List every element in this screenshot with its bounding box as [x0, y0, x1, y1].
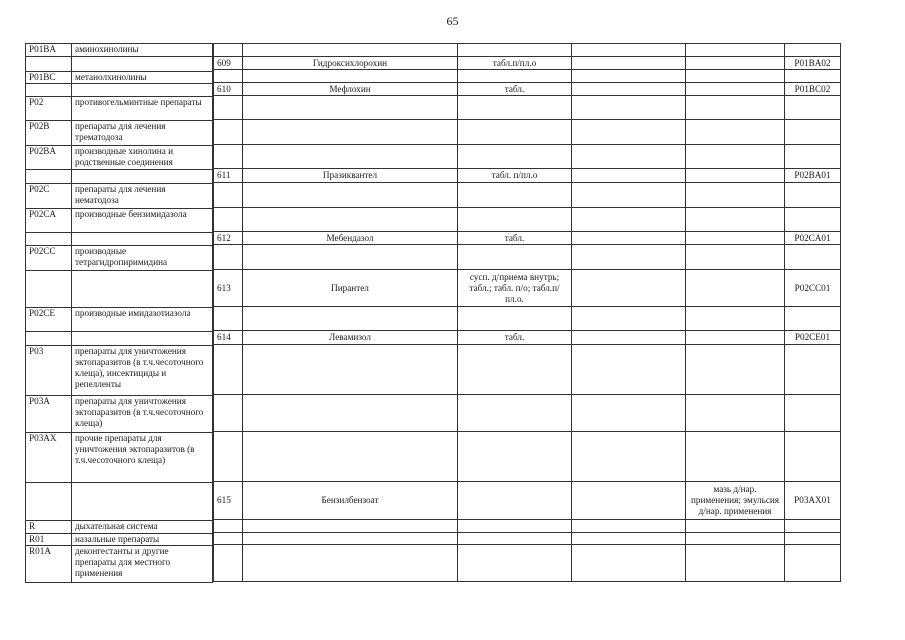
drug-name: Левамизол	[243, 331, 458, 345]
atc-group-code: P02BA	[26, 146, 72, 170]
drug-row	[214, 169, 841, 183]
atc-group-name: назальные препараты	[72, 534, 213, 546]
dosage-form-alt	[686, 169, 785, 183]
dosage-form-alt	[686, 120, 785, 145]
dosage-form-alt	[686, 145, 785, 169]
atc-code: P02CC01	[785, 270, 841, 307]
classification-row	[26, 121, 213, 146]
empty-cell	[572, 545, 686, 582]
atc-code	[785, 307, 841, 331]
empty-cell	[572, 533, 686, 545]
dosage-form	[458, 520, 572, 533]
dosage-form-alt	[686, 96, 785, 120]
atc-group-code: P02CC	[26, 246, 72, 271]
dosage-form-alt: мазь д/нар. применения; эмульсия д/нар. применения	[686, 482, 785, 520]
drug-number: 610	[214, 83, 243, 96]
atc-code	[785, 345, 841, 395]
empty-cell	[572, 44, 686, 57]
dosage-form	[458, 533, 572, 545]
drug-number: 612	[214, 232, 243, 245]
atc-group-name	[72, 233, 213, 246]
dosage-form-alt	[686, 183, 785, 208]
drug-name	[243, 520, 458, 533]
drug-row	[214, 145, 841, 169]
classification-row	[26, 44, 213, 57]
empty-cell	[572, 232, 686, 245]
dosage-form: сусп. д/приема внутрь; табл.; табл. п/о; табл.п/пл.о.	[458, 270, 572, 307]
drug-name	[243, 70, 458, 83]
atc-group-code: R	[26, 521, 72, 534]
classification-row	[26, 332, 213, 346]
dosage-form-alt	[686, 232, 785, 245]
empty-cell	[572, 169, 686, 183]
drug-number	[214, 120, 243, 145]
drug-row	[214, 533, 841, 545]
atc-group-code	[26, 483, 72, 521]
drug-name: Мебендазол	[243, 232, 458, 245]
classification-row	[26, 97, 213, 121]
classification-row	[26, 546, 213, 583]
dosage-form-alt	[686, 44, 785, 57]
classification-row	[26, 483, 213, 521]
dosage-form-alt	[686, 432, 785, 482]
drug-row	[214, 270, 841, 307]
drug-row	[214, 70, 841, 83]
drug-number	[214, 44, 243, 57]
atc-group-name: аминохинолины	[72, 44, 213, 57]
atc-group-code: P03	[26, 346, 72, 396]
atc-code: P03AX01	[785, 482, 841, 520]
drug-name: Мефлохин	[243, 83, 458, 96]
atc-code: P02BA01	[785, 169, 841, 183]
dosage-form	[458, 395, 572, 432]
atc-group-name: производные имидазотиазола	[72, 308, 213, 332]
classification-row	[26, 396, 213, 433]
drug-number: 611	[214, 169, 243, 183]
drug-number	[214, 545, 243, 582]
atc-group-name: дыхательная система	[72, 521, 213, 534]
drug-number: 615	[214, 482, 243, 520]
atc-code	[785, 245, 841, 270]
empty-cell	[572, 307, 686, 331]
atc-group-code	[26, 233, 72, 246]
drug-number	[214, 395, 243, 432]
atc-group-name: препараты для уничтожения эктопаразитов (в т.ч.чесоточного клеща)	[72, 396, 213, 433]
classification-row	[26, 246, 213, 271]
atc-group-name: производные тетрагидропиримидина	[72, 246, 213, 271]
atc-group-name	[72, 57, 213, 72]
dosage-form	[458, 245, 572, 270]
dosage-form-alt	[686, 345, 785, 395]
drug-name: Празиквантел	[243, 169, 458, 183]
dosage-form-alt	[686, 83, 785, 96]
atc-group-code: P02	[26, 97, 72, 121]
classification-row	[26, 84, 213, 97]
atc-group-name: производные хинолина и родственные соединения	[72, 146, 213, 170]
atc-group-name	[72, 483, 213, 521]
drug-name	[243, 307, 458, 331]
dosage-form-alt	[686, 70, 785, 83]
atc-group-code	[26, 57, 72, 72]
atc-group-code: R01	[26, 534, 72, 546]
atc-code	[785, 70, 841, 83]
classification-row	[26, 534, 213, 546]
atc-group-code: P02C	[26, 184, 72, 209]
drug-name	[243, 545, 458, 582]
dosage-form-alt	[686, 331, 785, 345]
empty-cell	[572, 57, 686, 70]
empty-cell	[572, 208, 686, 232]
drug-number	[214, 307, 243, 331]
empty-cell	[572, 482, 686, 520]
drug-row	[214, 520, 841, 533]
classification-row	[26, 146, 213, 170]
atc-code	[785, 183, 841, 208]
atc-group-name: деконгестанты и другие препараты для местного применения	[72, 546, 213, 583]
empty-cell	[572, 270, 686, 307]
dosage-form	[458, 432, 572, 482]
empty-cell	[572, 183, 686, 208]
atc-code: P02CE01	[785, 331, 841, 345]
dosage-form	[458, 145, 572, 169]
atc-code	[785, 208, 841, 232]
drug-number	[214, 432, 243, 482]
dosage-form-alt	[686, 57, 785, 70]
atc-group-name	[72, 332, 213, 346]
drug-row	[214, 245, 841, 270]
drug-number	[214, 96, 243, 120]
drug-row	[214, 208, 841, 232]
empty-cell	[572, 70, 686, 83]
dosage-form: табл.	[458, 232, 572, 245]
classification-row	[26, 308, 213, 332]
classification-row	[26, 57, 213, 72]
drug-number: 609	[214, 57, 243, 70]
dosage-form-alt	[686, 270, 785, 307]
drug-row	[214, 96, 841, 120]
dosage-form: табл.	[458, 331, 572, 345]
classification-row	[26, 433, 213, 483]
drug-number: 614	[214, 331, 243, 345]
drug-row	[214, 345, 841, 395]
atc-code: P02CA01	[785, 232, 841, 245]
drug-name: Бензилбензоат	[243, 482, 458, 520]
classification-row	[26, 346, 213, 396]
drug-name	[243, 208, 458, 232]
atc-group-name	[72, 271, 213, 308]
atc-group-name: препараты для уничтожения эктопаразитов (в т.ч.чесоточного клеща), инсектициды и репелленты	[72, 346, 213, 396]
dosage-form: табл.п/пл.о	[458, 57, 572, 70]
empty-cell	[572, 331, 686, 345]
empty-cell	[572, 120, 686, 145]
classification-row	[26, 233, 213, 246]
drug-number	[214, 70, 243, 83]
atc-group-name: противогельминтные препараты	[72, 97, 213, 121]
atc-group-code: P01BC	[26, 72, 72, 84]
dosage-form	[458, 208, 572, 232]
atc-code	[785, 545, 841, 582]
drug-row	[214, 395, 841, 432]
drug-row	[214, 232, 841, 245]
drug-row	[214, 482, 841, 520]
atc-group-name	[72, 170, 213, 184]
atc-group-code: R01A	[26, 546, 72, 583]
empty-cell	[572, 145, 686, 169]
empty-cell	[572, 345, 686, 395]
drug-number	[214, 345, 243, 395]
drug-name	[243, 245, 458, 270]
drug-number	[214, 145, 243, 169]
classification-row	[26, 209, 213, 233]
dosage-form	[458, 120, 572, 145]
empty-cell	[572, 96, 686, 120]
atc-group-code	[26, 271, 72, 308]
drug-row	[214, 331, 841, 345]
atc-group-code: P02CA	[26, 209, 72, 233]
drug-number	[214, 183, 243, 208]
atc-classification-table	[25, 43, 213, 583]
classification-row	[26, 521, 213, 534]
atc-code	[785, 520, 841, 533]
drug-name	[243, 183, 458, 208]
atc-code	[785, 395, 841, 432]
atc-code	[785, 120, 841, 145]
atc-group-code: P03AX	[26, 433, 72, 483]
drug-name: Пирантел	[243, 270, 458, 307]
atc-code	[785, 44, 841, 57]
classification-row	[26, 170, 213, 184]
classification-row	[26, 184, 213, 209]
dosage-form	[458, 345, 572, 395]
dosage-form	[458, 307, 572, 331]
drug-name	[243, 432, 458, 482]
dosage-form-alt	[686, 520, 785, 533]
atc-group-code	[26, 332, 72, 346]
dosage-form	[458, 545, 572, 582]
drug-row	[214, 57, 841, 70]
atc-code	[785, 145, 841, 169]
atc-group-code: P03A	[26, 396, 72, 433]
empty-cell	[572, 83, 686, 96]
dosage-form-alt	[686, 395, 785, 432]
atc-group-code: P02CE	[26, 308, 72, 332]
drug-number	[214, 533, 243, 545]
atc-group-name	[72, 84, 213, 97]
empty-cell	[572, 520, 686, 533]
atc-code	[785, 432, 841, 482]
dosage-form	[458, 70, 572, 83]
empty-cell	[572, 395, 686, 432]
atc-code: P01BC02	[785, 83, 841, 96]
dosage-form: табл.	[458, 83, 572, 96]
atc-group-name: производные бензимидазола	[72, 209, 213, 233]
drug-row	[214, 83, 841, 96]
drug-name: Гидроксихлорохин	[243, 57, 458, 70]
atc-group-name: прочие препараты для уничтожения эктопаразитов (в т.ч.чесоточного клеща)	[72, 433, 213, 483]
drug-number	[214, 245, 243, 270]
drug-row	[214, 307, 841, 331]
dosage-form: табл. п/пл.о	[458, 169, 572, 183]
atc-group-code	[26, 84, 72, 97]
dosage-form-alt	[686, 545, 785, 582]
drug-name	[243, 96, 458, 120]
dosage-form	[458, 96, 572, 120]
atc-code: P01BA02	[785, 57, 841, 70]
drug-name	[243, 44, 458, 57]
drug-name	[243, 145, 458, 169]
drug-number: 613	[214, 270, 243, 307]
atc-group-code	[26, 170, 72, 184]
drug-row	[214, 120, 841, 145]
atc-group-code: P01BA	[26, 44, 72, 57]
dosage-form	[458, 183, 572, 208]
atc-code	[785, 533, 841, 545]
drug-row	[214, 545, 841, 582]
drug-number	[214, 520, 243, 533]
drug-name	[243, 395, 458, 432]
drug-list-table	[213, 43, 841, 582]
classification-row	[26, 271, 213, 308]
drug-name	[243, 345, 458, 395]
atc-group-code: P02B	[26, 121, 72, 146]
drug-number	[214, 208, 243, 232]
dosage-form-alt	[686, 533, 785, 545]
page-number: 65	[446, 14, 459, 28]
atc-group-name: препараты для лечения трематодоза	[72, 121, 213, 146]
dosage-form	[458, 44, 572, 57]
drug-row	[214, 44, 841, 57]
atc-group-name: метанолхинолины	[72, 72, 213, 84]
drug-name	[243, 533, 458, 545]
dosage-form-alt	[686, 208, 785, 232]
dosage-form	[458, 482, 572, 520]
dosage-form-alt	[686, 245, 785, 270]
empty-cell	[572, 432, 686, 482]
atc-code	[785, 96, 841, 120]
drug-name	[243, 120, 458, 145]
drug-row	[214, 432, 841, 482]
dosage-form-alt	[686, 307, 785, 331]
drug-row	[214, 183, 841, 208]
atc-group-name: препараты для лечения нематодоза	[72, 184, 213, 209]
empty-cell	[572, 245, 686, 270]
classification-row	[26, 72, 213, 84]
